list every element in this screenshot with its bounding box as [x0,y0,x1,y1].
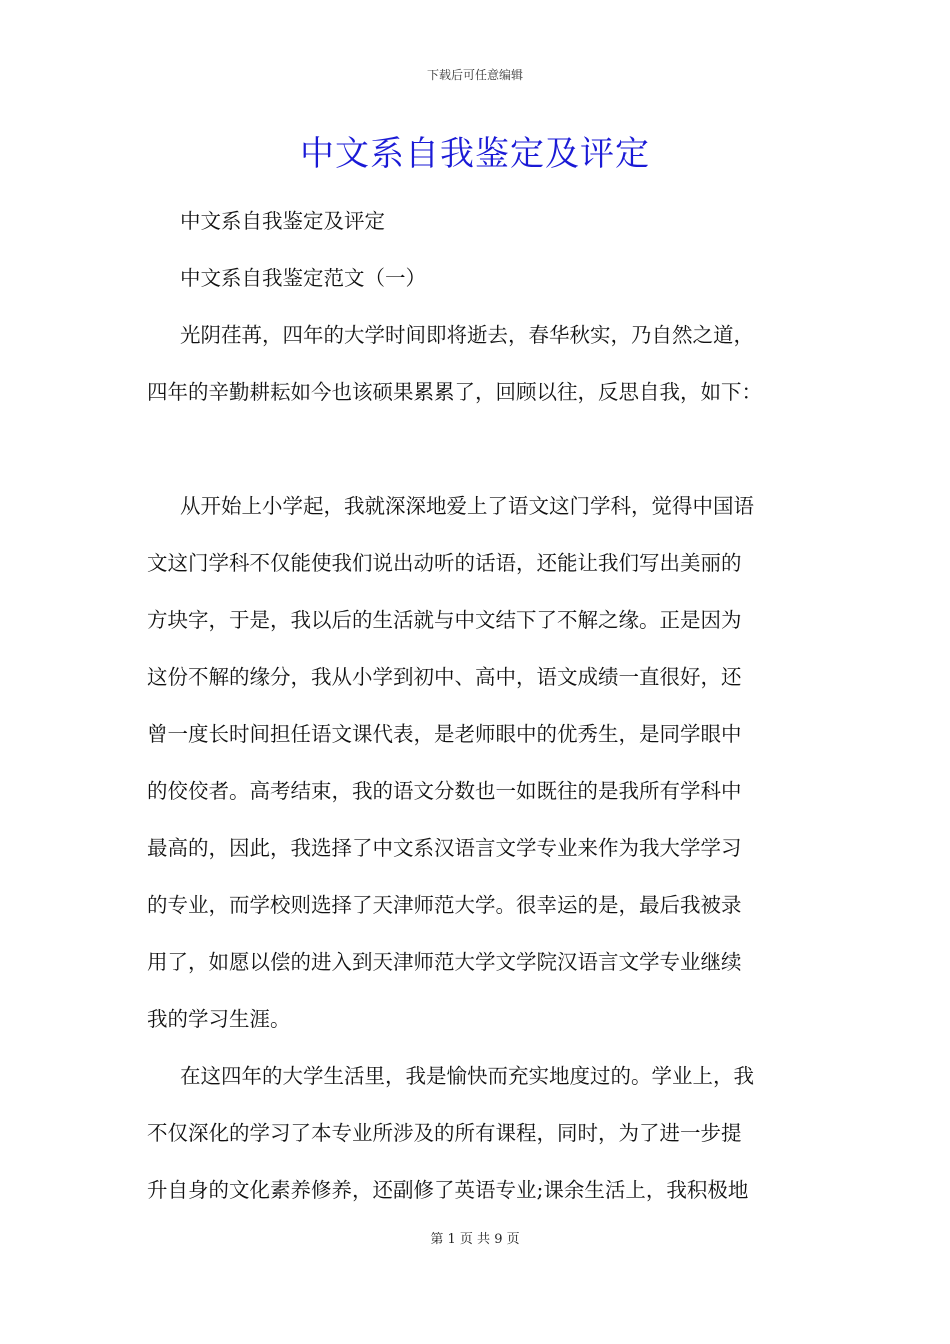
paragraph-line: 用了，如愿以偿的进入到天津师范大学文学院汉语言文学专业继续 [147,950,742,974]
subtitle-line: 中文系自我鉴定及评定 [180,209,385,233]
paragraph-line: 不仅深化的学习了本专业所涉及的所有课程，同时，为了进一步提 [147,1121,742,1145]
document-body [147,193,815,1219]
paragraph-line: 光阴荏苒，四年的大学时间即将逝去，春华秋实，乃自然之道， [180,323,754,347]
paragraph-line: 在这四年的大学生活里，我是愉快而充实地度过的。学业上，我 [180,1064,754,1088]
paragraph-line: 我的学习生涯。 [147,1007,291,1031]
footer-mid: 页 共 [459,1232,491,1247]
footer-prefix: 第 [430,1232,444,1247]
page-footer [0,1228,950,1247]
document-title: 中文系自我鉴定及评定 [300,134,650,174]
footer-total-pages: 9 [494,1232,503,1247]
paragraph-line: 升自身的文化素养修养，还副修了英语专业;课余生活上，我积极地 [147,1178,749,1202]
header-note: 下载后可任意编辑 [426,68,523,82]
section-heading: 中文系自我鉴定范文（一） [180,266,426,290]
paragraph-line: 四年的辛勤耕耘如今也该硕果累累了，回顾以往，反思自我，如下： [147,380,762,404]
paragraph-line: 文这门学科不仅能使我们说出动听的话语，还能让我们写出美丽的 [147,551,742,575]
paragraph-line: 的专业，而学校则选择了天津师范大学。很幸运的是，最后我被录 [147,893,742,917]
footer-suffix: 页 [506,1232,520,1247]
footer-page-number: 1 [447,1232,456,1247]
paragraph-line: 最高的，因此，我选择了中文系汉语言文学专业来作为我大学学习 [147,836,742,860]
paragraph-line: 的佼佼者。高考结束，我的语文分数也一如既往的是我所有学科中 [147,779,742,803]
paragraph-gap [147,421,815,478]
paragraph-line: 这份不解的缘分，我从小学到初中、高中，语文成绩一直很好，还 [147,665,742,689]
paragraph-line: 从开始上小学起，我就深深地爱上了语文这门学科，觉得中国语 [180,494,754,518]
paragraph-line: 方块字，于是，我以后的生活就与中文结下了不解之缘。正是因为 [147,608,742,632]
paragraph-line: 曾一度长时间担任语文课代表，是老师眼中的优秀生，是同学眼中 [147,722,742,746]
